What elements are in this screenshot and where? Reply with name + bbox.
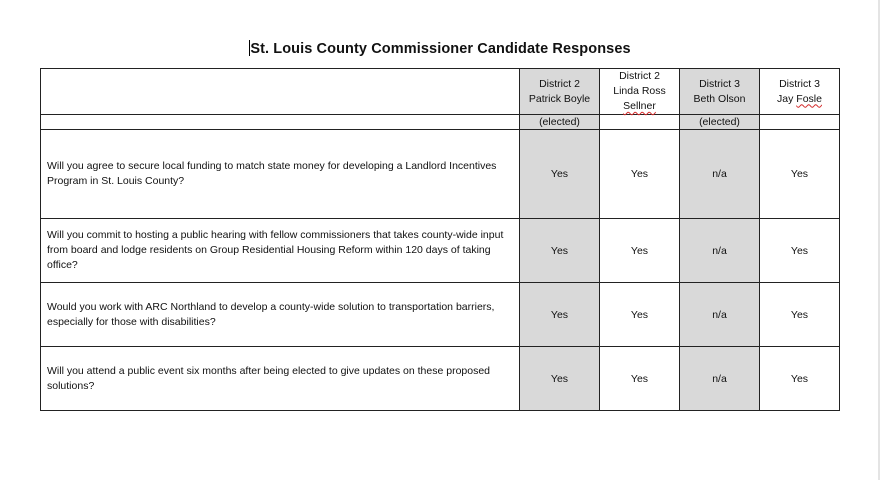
answer-cell[interactable]: Yes (760, 283, 840, 347)
header-district: District 3 (779, 77, 820, 90)
question-cell[interactable]: Will you agree to secure local funding to match state money for developing a Landlord Incentives Program in St. Louis County? (41, 130, 520, 219)
header-district: District 2 (619, 70, 660, 82)
header-candidate-name-cont: Sellner (623, 100, 656, 112)
header-candidate-olson[interactable] (680, 69, 760, 115)
answer-cell[interactable]: n/a (680, 219, 760, 283)
answer-cell[interactable]: Yes (760, 347, 840, 411)
answer-cell[interactable]: Yes (600, 130, 680, 219)
table-row (41, 347, 840, 411)
header-district: District 3 (699, 77, 740, 90)
table-row (41, 130, 840, 219)
question-cell[interactable]: Would you work with ARC Northland to develop a county-wide solution to transportation barriers, especially for those with disabilities? (41, 283, 520, 347)
question-cell[interactable]: Will you attend a public event six months after being elected to give updates on these proposed solutions? (41, 347, 520, 411)
answer-cell[interactable]: Yes (600, 219, 680, 283)
header-candidate-fosle[interactable] (760, 69, 840, 115)
header-row (41, 69, 840, 115)
answer-cell[interactable]: n/a (680, 283, 760, 347)
table-row (41, 283, 840, 347)
answer-cell[interactable]: Yes (520, 130, 600, 219)
header-candidate-name: Patrick Boyle (528, 92, 591, 105)
status-cell[interactable] (600, 115, 680, 130)
answer-cell[interactable]: Yes (520, 219, 600, 283)
document-title[interactable] (0, 40, 880, 57)
status-row (41, 115, 840, 130)
table-row (41, 219, 840, 283)
answer-cell[interactable]: n/a (680, 130, 760, 219)
answer-cell[interactable]: n/a (680, 347, 760, 411)
question-cell[interactable]: Will you commit to hosting a public hearing with fellow commissioners that takes county-wide input from board and lodge residents on Group Residential Housing Reform within 120 days of taking office? (41, 219, 520, 283)
header-candidate-boyle[interactable] (520, 69, 600, 115)
candidate-responses-table[interactable] (40, 68, 840, 411)
answer-cell[interactable]: Yes (600, 283, 680, 347)
document-title-text[interactable]: St. Louis County Commissioner Candidate Responses (250, 41, 631, 57)
status-cell[interactable] (760, 115, 840, 130)
header-candidate-sellner[interactable] (600, 69, 680, 115)
header-candidate-name: Linda Ross (613, 85, 666, 97)
answer-cell[interactable]: Yes (600, 347, 680, 411)
status-cell[interactable]: (elected) (520, 115, 600, 130)
status-empty-cell[interactable] (41, 115, 520, 130)
header-candidate-name: Beth Olson (693, 92, 746, 105)
status-cell[interactable]: (elected) (680, 115, 760, 130)
answer-cell[interactable]: Yes (520, 283, 600, 347)
answer-cell[interactable]: Yes (760, 130, 840, 219)
header-candidate-last-name: Fosle (796, 92, 822, 105)
header-empty-cell[interactable] (41, 69, 520, 115)
header-district: District 2 (539, 77, 580, 90)
answer-cell[interactable]: Yes (520, 347, 600, 411)
answer-cell[interactable]: Yes (760, 219, 840, 283)
header-candidate-first-name: Jay (777, 92, 794, 105)
